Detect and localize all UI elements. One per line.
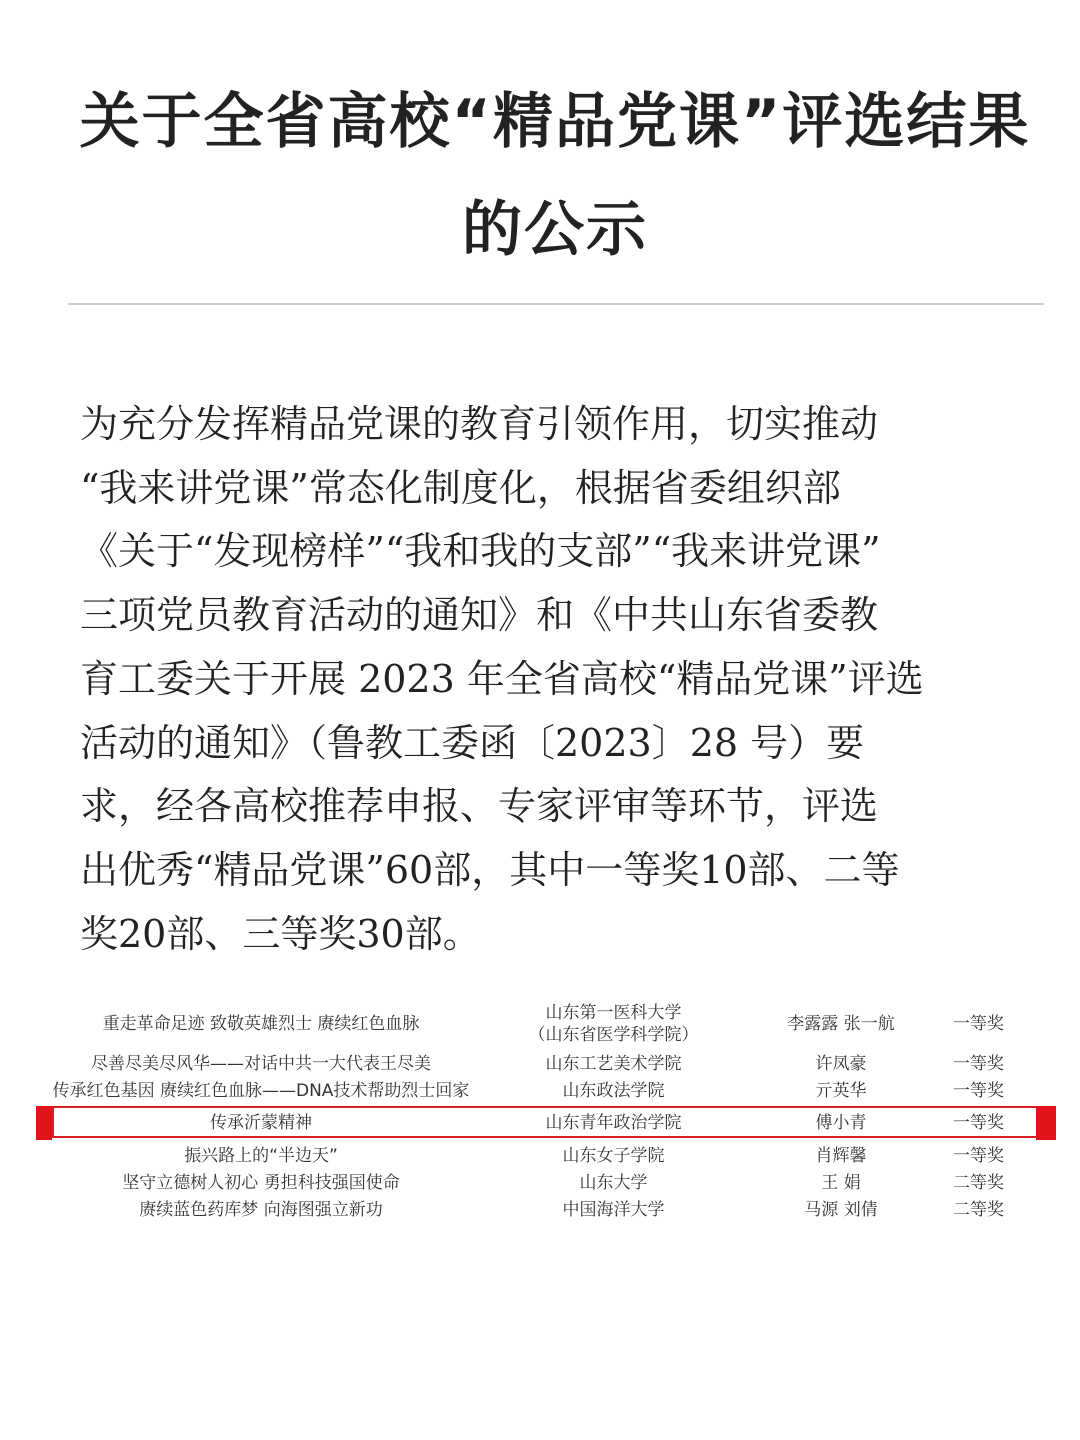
author-name: 王 娟 <box>821 1172 861 1193</box>
school-name: 中国海洋大学 <box>562 1199 665 1220</box>
body-line: “我来讲党课”常态化制度化，根据省委组织部 <box>80 465 841 510</box>
title-divider <box>68 303 1044 305</box>
author-name: 傅小青 <box>815 1113 867 1133</box>
school-name <box>506 998 721 1050</box>
school-name: 山东大学 <box>579 1172 648 1193</box>
award-level: 一等奖 <box>953 1145 1004 1166</box>
award-level: 一等奖 <box>953 1053 1004 1074</box>
author-name: 亓英华 <box>815 1080 867 1101</box>
award-level: 一等奖 <box>953 1080 1004 1101</box>
course-title: 振兴路上的“半边天” <box>184 1145 338 1166</box>
school-name: 山东青年政治学院 <box>545 1113 682 1133</box>
body-line: 求，经各高校推荐申报、专家评审等环节，评选 <box>80 784 879 829</box>
school-name: 山东工艺美术学院 <box>545 1053 682 1074</box>
body-line: 三项党员教育活动的通知》和《中共山东省委教 <box>80 593 879 638</box>
table-row <box>36 1077 1056 1104</box>
title-line: 的公示 <box>462 195 648 265</box>
table-row <box>36 1196 1056 1223</box>
results-table <box>36 998 1056 1223</box>
highlight-marker-right <box>1036 1106 1056 1140</box>
school-name-line: （山东省医学科学院） <box>528 1025 699 1045</box>
table-row <box>36 1050 1056 1077</box>
award-level: 一等奖 <box>953 1014 1004 1034</box>
course-title: 坚守立德树人初心 勇担科技强国使命 <box>122 1172 400 1193</box>
course-title: 传承红色基因 赓续红色血脉——DNA技术帮助烈士回家 <box>52 1080 470 1101</box>
body-line: 《关于“发现榜样”“我和我的支部”“我来讲党课” <box>80 529 881 574</box>
award-level: 一等奖 <box>953 1113 1004 1133</box>
body-line: 活动的通知》（鲁教工委函〔2023〕28 号）要 <box>80 720 865 765</box>
school-name: 山东政法学院 <box>562 1080 665 1101</box>
award-level: 二等奖 <box>953 1199 1004 1220</box>
table-row <box>36 998 1056 1050</box>
author-name: 马源 刘倩 <box>804 1199 878 1220</box>
award-level: 二等奖 <box>953 1172 1004 1193</box>
course-title: 尽善尽美尽风华——对话中共一大代表王尽美 <box>91 1053 431 1074</box>
title-line: 关于全省高校“精品党课”评选结果 <box>79 87 1031 157</box>
highlighted-table-row <box>36 1106 1056 1140</box>
body-line: 育工委关于开展 2023 年全省高校“精品党课”评选 <box>80 656 924 701</box>
course-title: 重走革命足迹 致敬英雄烈士 赓续红色血脉 <box>102 1014 420 1034</box>
author-name: 许凤豪 <box>815 1053 867 1074</box>
body-line: 奖20部、三等奖30部。 <box>80 911 481 956</box>
table-row <box>36 1169 1056 1196</box>
course-title: 传承沂蒙精神 <box>210 1113 312 1133</box>
body-line: 出优秀“精品党课”60部，其中一等奖10部、二等 <box>80 847 900 892</box>
body-paragraph <box>80 393 1010 966</box>
school-name: 山东女子学院 <box>562 1145 665 1166</box>
body-line: 为充分发挥精品党课的教育引领作用，切实推动 <box>80 402 879 446</box>
author-name: 肖辉馨 <box>815 1145 867 1166</box>
school-name-line: 山东第一医科大学 <box>545 1003 682 1023</box>
course-title: 赓续蓝色药库梦 向海图强立新功 <box>139 1199 383 1220</box>
table-row <box>36 1142 1056 1169</box>
document-title <box>70 68 1040 284</box>
author-name: 李露露 张一航 <box>787 1014 895 1034</box>
